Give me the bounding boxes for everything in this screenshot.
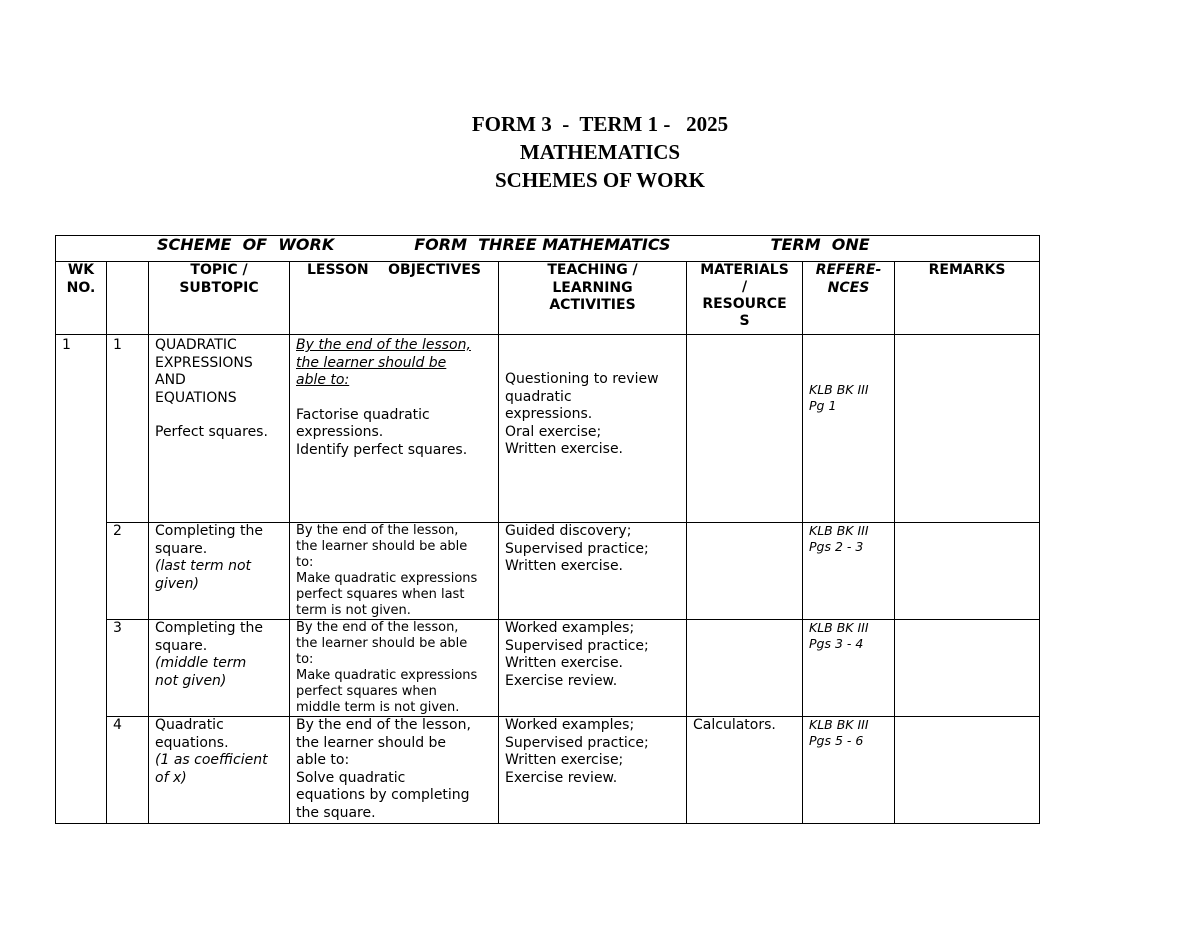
lesson-number: 2 <box>107 523 149 620</box>
objectives-cell <box>290 335 499 523</box>
table-row <box>56 523 1040 620</box>
objectives-text: By the end of the lesson, the learner should be able to: Make quadratic expressions perfect squares when middle term is not given. <box>290 620 499 717</box>
header-week-number: WK NO. <box>56 262 107 335</box>
topic-note: (1 as coefficient of x) <box>155 752 268 786</box>
objectives-intro: By the end of the lesson, the learner should be able to: <box>296 337 471 388</box>
header-references: REFERE- NCES <box>803 262 895 335</box>
materials-cell: Calculators. <box>687 717 803 824</box>
scheme-of-work-table <box>55 235 1040 824</box>
objectives-text: By the end of the lesson, the learner should be able to: Make quadratic expressions perfect squares when last term is not given. <box>290 523 499 620</box>
materials-cell <box>687 335 803 523</box>
title-line-schemes: SCHEMES OF WORK <box>494 168 706 192</box>
header-remarks: REMARKS <box>895 262 1040 335</box>
topic-text: Completing the square. <box>155 523 263 557</box>
references-cell: KLB BK III Pgs 5 - 6 <box>803 717 895 824</box>
lesson-number: 4 <box>107 717 149 824</box>
topic-cell <box>149 717 290 824</box>
header-topic-subtopic: TOPIC / SUBTOPIC <box>149 262 290 335</box>
materials-cell <box>687 523 803 620</box>
materials-cell <box>687 620 803 717</box>
remarks-cell <box>895 335 1040 523</box>
header-teaching-learning-activities: TEACHING / LEARNING ACTIVITIES <box>499 262 687 335</box>
activities-cell: Guided discovery; Supervised practice; Written exercise. <box>499 523 687 620</box>
header-materials-resources: MATERIALS / RESOURCE S <box>687 262 803 335</box>
activities-cell: Worked examples; Supervised practice; Written exercise; Exercise review. <box>499 717 687 824</box>
remarks-cell <box>895 717 1040 824</box>
header-lesson <box>107 262 149 335</box>
banner-term-one: TERM ONE <box>770 235 870 254</box>
topic-cell <box>149 620 290 717</box>
topic-note: (middle term not given) <box>155 655 247 689</box>
header-lesson-objectives: LESSON OBJECTIVES <box>290 262 499 335</box>
references-cell: KLB BK III Pgs 3 - 4 <box>803 620 895 717</box>
topic-text: Quadratic equations. <box>155 717 229 751</box>
table-banner-row <box>56 236 1040 262</box>
references-cell: KLB BK III Pgs 2 - 3 <box>803 523 895 620</box>
week-cell: 1 <box>56 335 107 824</box>
table-banner <box>56 236 1040 262</box>
title-line-form-term: FORM 3 - TERM 1 - 2025 <box>471 112 729 136</box>
topic-cell <box>149 523 290 620</box>
remarks-cell <box>895 620 1040 717</box>
activities-cell: Worked examples; Supervised practice; Written exercise. Exercise review. <box>499 620 687 717</box>
subtopic-text: Perfect squares. <box>155 424 268 440</box>
table-row <box>56 717 1040 824</box>
remarks-cell <box>895 523 1040 620</box>
objectives-text: Factorise quadratic expressions. Identify perfect squares. <box>296 406 468 458</box>
activities-cell: Questioning to review quadratic expressions. Oral exercise; Written exercise. <box>499 335 687 523</box>
title-line-subject: MATHEMATICS <box>519 140 681 164</box>
topic-text: QUADRATIC EXPRESSIONS AND EQUATIONS <box>155 337 253 406</box>
objectives-text: By the end of the lesson, the learner should be able to: Solve quadratic equations by completing the square. <box>290 717 499 824</box>
references-cell: KLB BK III Pg 1 <box>803 335 895 523</box>
table-header-row <box>56 262 1040 335</box>
document-title <box>0 110 1200 194</box>
topic-cell <box>149 335 290 523</box>
table-row <box>56 620 1040 717</box>
banner-form-three-mathematics: FORM THREE MATHEMATICS <box>414 235 671 254</box>
topic-text: Completing the square. <box>155 620 263 654</box>
topic-note: (last term not given) <box>155 558 252 592</box>
banner-scheme-of-work: SCHEME OF WORK <box>157 235 335 254</box>
lesson-number: 1 <box>107 335 149 523</box>
lesson-number: 3 <box>107 620 149 717</box>
table-row <box>56 335 1040 523</box>
